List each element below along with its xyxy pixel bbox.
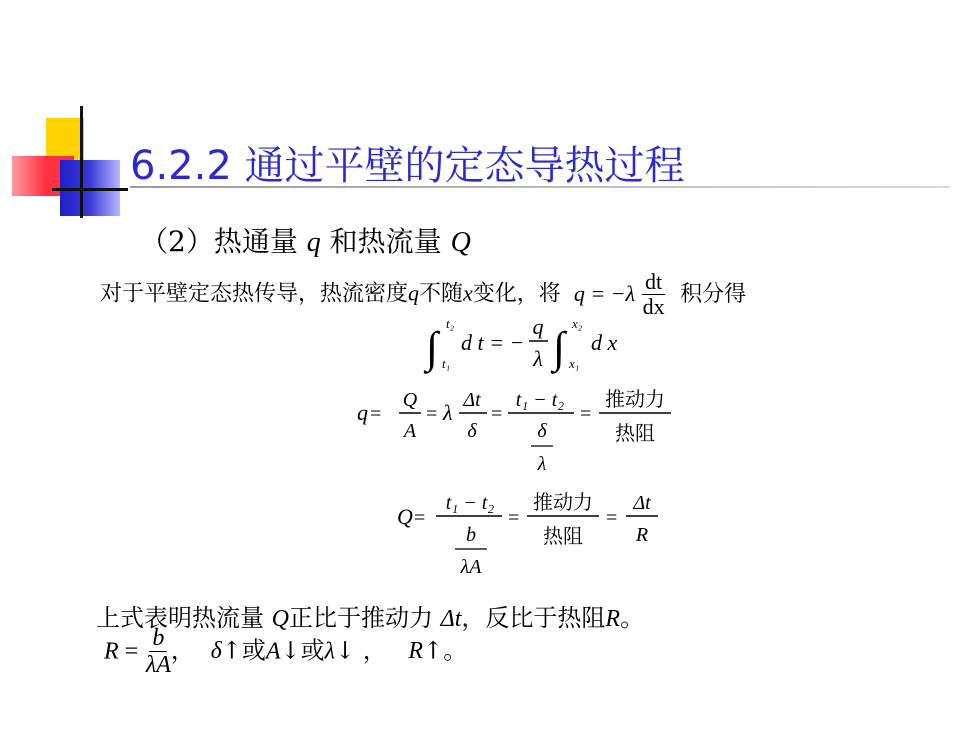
resistance-A: A bbox=[265, 638, 281, 665]
integral-upper-1: t₂ bbox=[446, 316, 455, 331]
svg-text:=: = bbox=[508, 507, 520, 529]
resistance-delta: δ bbox=[210, 638, 222, 665]
subtitle-prefix: （2）热通量 bbox=[140, 225, 298, 258]
q-f3-den-num: δ bbox=[537, 420, 547, 442]
intro-text-b: 不随 bbox=[419, 281, 464, 307]
subtitle-mid: 和热流量 bbox=[329, 225, 442, 258]
Q-eq-Q: Q bbox=[397, 504, 413, 529]
integral-sign-1: ∫ bbox=[426, 323, 439, 372]
integral-lower-2: x₁ bbox=[569, 356, 580, 371]
slide-title: 6.2.2 通过平壁的定态导热过程 bbox=[130, 143, 685, 189]
conclusion-R: R bbox=[605, 606, 621, 632]
svg-text:=: = bbox=[370, 403, 382, 425]
intro-text-d: 积分得 bbox=[680, 281, 747, 307]
Q-f1-den-num: b bbox=[466, 524, 476, 546]
svg-text:=: = bbox=[491, 403, 503, 425]
q-f2-num: Δt bbox=[463, 389, 481, 411]
resistance-fraction bbox=[146, 625, 171, 679]
integral-dt: d t = − bbox=[461, 330, 525, 355]
resistance-rest1: ↑或 bbox=[221, 636, 266, 665]
integral-lower-1: t₁ bbox=[442, 356, 451, 371]
Q-f2-den: 热阻 bbox=[543, 524, 583, 548]
Q-f2-num: 推动力 bbox=[533, 490, 593, 514]
q-eq-q: q bbox=[357, 400, 368, 425]
Q-f3-num: Δt bbox=[633, 492, 651, 514]
conclusion-Q: Q bbox=[271, 606, 289, 632]
resistance-lambda: λ bbox=[324, 638, 336, 665]
svg-text:=: = bbox=[580, 403, 592, 425]
fourier-num: dt bbox=[642, 270, 665, 295]
svg-text:=: = bbox=[606, 507, 618, 529]
integral-frac-num: q bbox=[532, 314, 544, 339]
subtitle-q: q bbox=[306, 227, 321, 258]
resistance-num: b bbox=[149, 625, 167, 652]
integral-equation bbox=[423, 314, 618, 374]
fourier-lhs: q = −λ bbox=[573, 280, 636, 306]
conclusion-a: 上式表明热流量 bbox=[96, 604, 264, 632]
conclusion-c: ，反比于热阻 bbox=[461, 604, 606, 632]
q-f1-den: A bbox=[403, 420, 417, 442]
resistance-eq: = bbox=[118, 638, 139, 665]
resistance-rest3: ↓ ， bbox=[335, 636, 387, 665]
Q-f1-num: t₁ − t₂ bbox=[445, 492, 495, 514]
q-f4-den: 热阻 bbox=[615, 421, 655, 445]
intro-text-a: 对于平壁定态热传导，热流密度 bbox=[100, 281, 409, 307]
q-f1-num: Q bbox=[402, 389, 418, 411]
resistance-rest2: ↓或 bbox=[280, 636, 325, 665]
Q-equation bbox=[397, 490, 658, 578]
integral-upper-2: x₂ bbox=[572, 316, 583, 331]
q-f3-num: t₁ − t₂ bbox=[515, 389, 565, 411]
Q-f1-den-den: λA bbox=[460, 556, 482, 578]
intro-q: q bbox=[408, 280, 420, 306]
conclusion-d: 。 bbox=[620, 604, 645, 632]
resistance-R2: R bbox=[408, 638, 424, 665]
q-lambda: λ bbox=[443, 400, 453, 425]
integral-sign-2: ∫ bbox=[553, 323, 566, 372]
integral-dx: d x bbox=[591, 330, 618, 355]
intro-text-c: 变化，将 bbox=[472, 281, 561, 307]
resistance-rest4: ↑。 bbox=[423, 636, 468, 665]
svg-text:=: = bbox=[426, 403, 438, 425]
resistance-line bbox=[104, 625, 467, 679]
q-f3-den-den: λ bbox=[537, 453, 547, 475]
resistance-den: λA bbox=[145, 652, 171, 679]
resistance-R: R bbox=[104, 638, 119, 665]
q-f2-den: δ bbox=[467, 420, 477, 442]
subtitle-Q: Q bbox=[450, 227, 471, 258]
resistance-comma: ， bbox=[170, 636, 195, 665]
fourier-den: dx bbox=[642, 294, 665, 320]
svg-text:=: = bbox=[414, 507, 426, 529]
q-equation bbox=[357, 387, 671, 475]
conclusion-b: 正比于推动力 bbox=[288, 604, 433, 632]
q-f4-num: 推动力 bbox=[605, 387, 665, 411]
intro-x: x bbox=[463, 280, 473, 306]
Q-f3-den: R bbox=[635, 524, 649, 546]
integral-frac-den: λ bbox=[533, 346, 543, 371]
conclusion-dt: Δt bbox=[440, 606, 462, 632]
